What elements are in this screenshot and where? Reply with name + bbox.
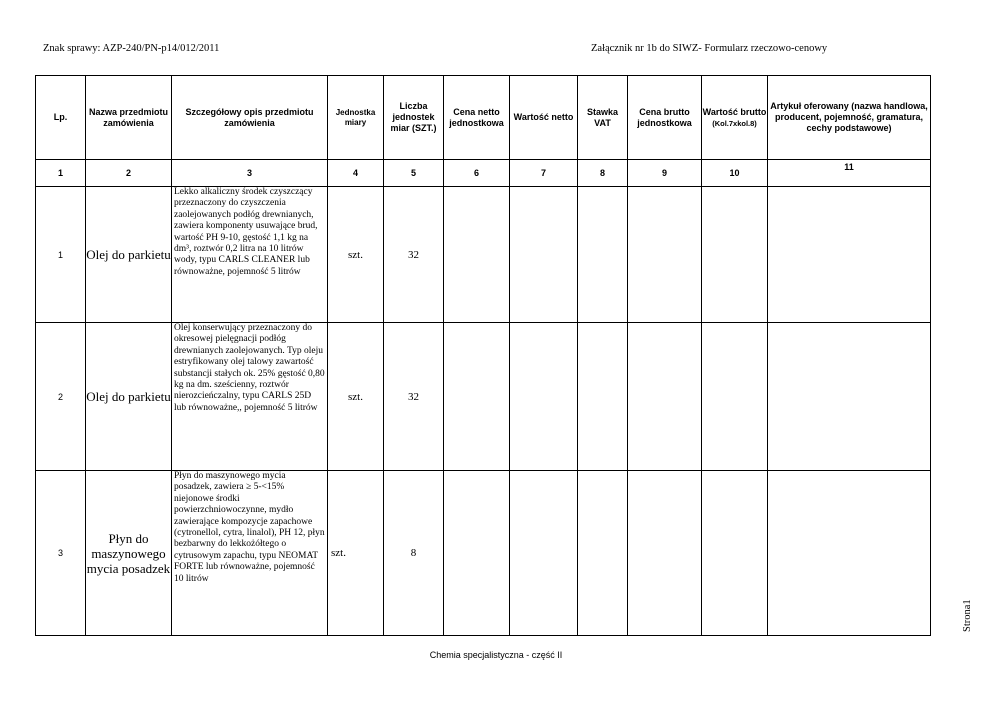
- column-number: 3: [172, 160, 328, 187]
- row-lp: 3: [36, 471, 86, 636]
- col-gross-price-header: Cena brutto jednostkowa: [628, 76, 702, 160]
- net-price-cell[interactable]: [444, 471, 510, 636]
- attachment-title: Załącznik nr 1b do SIWZ- Formularz rzeczowo-cenowy: [591, 43, 828, 54]
- row-lp: 2: [36, 323, 86, 471]
- row-unit: szt.: [328, 323, 384, 471]
- row-item-name: Płyn do maszynowego mycia posadzek: [86, 471, 172, 636]
- column-number: 7: [510, 160, 578, 187]
- table-row: [36, 471, 931, 636]
- page-label: Strona1: [962, 599, 973, 632]
- col-net-value-header: Wartość netto: [510, 76, 578, 160]
- row-description: Lekko alkaliczny środek czyszczący przeznaczony do czyszczenia zaolejowanych podłóg drewnianych, zawiera komponenty usuwające brud, wartość PH 9-10, gęstość 1,1 kg na dm³, roztwór 0,2 litra na 10 litrów wody, typu CARLS CLEANER lub równoważne, pojemność 5 litrów: [172, 187, 328, 323]
- gross-price-cell[interactable]: [628, 323, 702, 471]
- col-desc-header: Szczegółowy opis przedmiotu zamówienia: [172, 76, 328, 160]
- gross-value-note: (Kol.7xkol.8): [712, 118, 757, 128]
- gross-value-cell[interactable]: [702, 187, 768, 323]
- col-unit-header: Jednostka miary: [328, 76, 384, 160]
- header-row: [36, 76, 931, 160]
- net-value-cell[interactable]: [510, 187, 578, 323]
- row-description: Olej konserwujący przeznaczony do okresowej pielęgnacji podłóg drewnianych zaolejowanych. Typ oleju estryfikowany olej talowy zawartość substancji stałych ok. 25% gęstość 0,80 kg na dm. sześcienny, roztwór nierozcieńczalny, typu CARLS 25D lub równoważne,, pojemność 5 litrów: [172, 323, 328, 471]
- vat-cell[interactable]: [578, 187, 628, 323]
- column-number: 4: [328, 160, 384, 187]
- column-number: 10: [702, 160, 768, 187]
- col-gross-value-header: [702, 76, 768, 160]
- table-row: [36, 323, 931, 471]
- net-value-cell[interactable]: [510, 471, 578, 636]
- column-number: 5: [384, 160, 444, 187]
- net-price-cell[interactable]: [444, 323, 510, 471]
- row-lp: 1: [36, 187, 86, 323]
- row-unit: szt.: [328, 471, 384, 636]
- row-quantity: 32: [384, 323, 444, 471]
- row-item-name: Olej do parkietu: [86, 323, 172, 471]
- net-price-cell[interactable]: [444, 187, 510, 323]
- col-net-price-header: Cena netto jednostkowa: [444, 76, 510, 160]
- offered-item-cell[interactable]: [768, 187, 931, 323]
- column-number: 1: [36, 160, 86, 187]
- gross-value-cell[interactable]: [702, 471, 768, 636]
- net-value-cell[interactable]: [510, 323, 578, 471]
- column-number: 8: [578, 160, 628, 187]
- case-number: Znak sprawy: AZP-240/PN-p14/012/2011: [43, 43, 220, 54]
- table-row: [36, 187, 931, 323]
- row-quantity: 8: [384, 471, 444, 636]
- column-number: 11: [768, 160, 931, 187]
- row-quantity: 32: [384, 187, 444, 323]
- column-number: 2: [86, 160, 172, 187]
- vat-cell[interactable]: [578, 323, 628, 471]
- col-name-header: Nazwa przedmiotu zamówienia: [86, 76, 172, 160]
- col-lp-header: Lp.: [36, 76, 86, 160]
- offered-item-cell[interactable]: [768, 471, 931, 636]
- offered-item-cell[interactable]: [768, 323, 931, 471]
- column-number: 9: [628, 160, 702, 187]
- col-qty-header: Liczba jednostek miar (SZT.): [384, 76, 444, 160]
- column-number-row: [36, 160, 931, 187]
- gross-value-label: Wartość brutto: [702, 106, 767, 117]
- row-item-name: Olej do parkietu: [86, 187, 172, 323]
- col-vat-header: Stawka VAT: [578, 76, 628, 160]
- row-unit: szt.: [328, 187, 384, 323]
- vat-cell[interactable]: [578, 471, 628, 636]
- footer-section-title: Chemia specjalistyczna - część II: [429, 650, 563, 660]
- row-description: Płyn do maszynowego mycia posadzek, zawiera ≥ 5-<15% niejonowe środki powierzchniowoczynne, mydło zawierające kompozycje zapachowe (cytronellol, cytra, linalol), PH 12, płyn bezbarwny do lekkożółtego o cytrusowym zapachu, typu NEOMAT FORTE lub równoważne, pojemność 10 litrów: [172, 471, 328, 636]
- gross-price-cell[interactable]: [628, 187, 702, 323]
- price-form-table: [35, 75, 931, 636]
- col-offered-header: Artykuł oferowany (nazwa handlowa, producent, pojemność, gramatura, cechy podstawowe): [768, 76, 931, 160]
- gross-price-cell[interactable]: [628, 471, 702, 636]
- column-number: 6: [444, 160, 510, 187]
- gross-value-cell[interactable]: [702, 323, 768, 471]
